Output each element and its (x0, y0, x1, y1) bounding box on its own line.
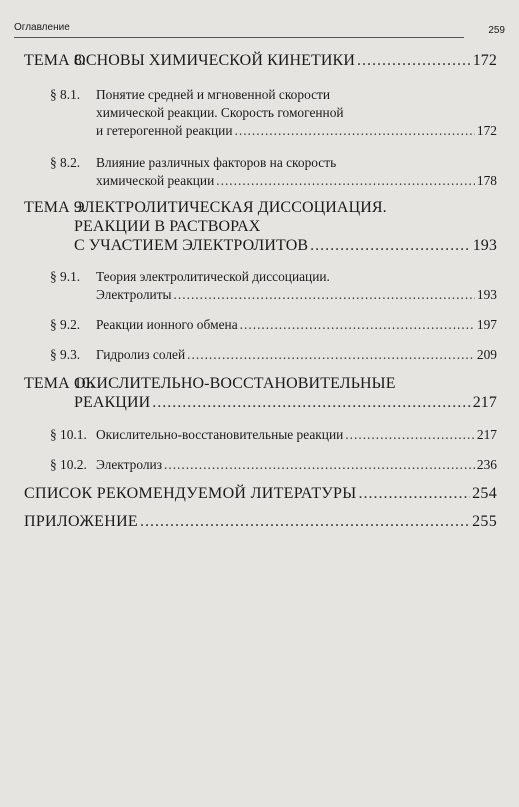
header-rule (14, 37, 464, 38)
toc-page-number: 172 (472, 52, 497, 69)
toc-line (24, 198, 497, 217)
toc-entry-title: химической реакции (96, 173, 215, 188)
toc-page-number: 193 (476, 287, 497, 302)
dot-leader (359, 484, 471, 503)
toc-line (50, 426, 497, 444)
toc-line (50, 154, 497, 172)
toc-entry-number: ТЕМА 8. (24, 52, 87, 69)
dot-leader (310, 236, 471, 255)
toc-line (50, 456, 497, 474)
toc-page-number: 209 (476, 347, 497, 362)
toc-page-number: 254 (472, 485, 497, 502)
toc-entry-back[interactable] (24, 484, 497, 503)
toc-entry-title: СПИСОК РЕКОМЕНДУЕМОЙ ЛИТЕРАТУРЫ (24, 485, 357, 502)
toc-entry-number: § 9.3. (50, 347, 81, 362)
toc-line (50, 286, 497, 304)
toc-line (24, 484, 497, 503)
dot-leader (174, 286, 475, 304)
dot-leader (216, 172, 475, 190)
toc-entry-title: ОСНОВЫ ХИМИЧЕСКОЙ КИНЕТИКИ (74, 52, 355, 69)
toc-line (24, 236, 497, 255)
running-head-title: Оглавление (14, 22, 70, 33)
toc-entry-back[interactable] (24, 512, 497, 531)
toc-entry-number: ТЕМА 10. (24, 375, 95, 392)
dot-leader (187, 346, 475, 364)
page-number: 259 (488, 25, 505, 36)
toc-line (24, 393, 497, 412)
toc-entry-section[interactable] (50, 154, 497, 190)
toc-line (50, 104, 497, 122)
toc-entry-title: Реакции ионного обмена (96, 317, 238, 332)
toc-page-number: 193 (472, 237, 497, 254)
toc-line (24, 51, 497, 70)
toc-entry-number: § 9.2. (50, 317, 81, 332)
toc-entry-section[interactable] (50, 426, 497, 444)
toc-entry-title: С УЧАСТИЕМ ЭЛЕКТРОЛИТОВ (74, 237, 309, 254)
toc-line (50, 316, 497, 334)
toc-page-number: 172 (476, 123, 497, 138)
toc-page-number: 236 (476, 457, 497, 472)
toc-entry-title: Окислительно-восстановительные реакции (96, 427, 344, 442)
toc-entry-number: § 8.1. (50, 87, 81, 102)
dot-leader (164, 456, 475, 474)
dot-leader (235, 122, 475, 140)
toc-line (50, 86, 497, 104)
toc-entry-section[interactable] (50, 346, 497, 364)
toc-line (50, 346, 497, 364)
dot-leader (345, 426, 475, 444)
dot-leader (357, 51, 471, 70)
toc-entry-title: Электролиты (96, 287, 172, 302)
toc-line (50, 268, 497, 286)
toc-entry-title: РЕАКЦИИ В РАСТВОРАХ (74, 218, 261, 235)
dot-leader (240, 316, 475, 334)
toc-entry-section[interactable] (50, 86, 497, 140)
toc-page-number: 217 (476, 427, 497, 442)
toc-line (24, 217, 497, 236)
toc-entry-title: РЕАКЦИИ (74, 394, 151, 411)
toc-page-number: 217 (472, 394, 497, 411)
toc-entry-title: и гетерогенной реакции (96, 123, 233, 138)
toc-entry-number: § 10.1. (50, 427, 87, 442)
toc-entry-section[interactable] (50, 316, 497, 334)
toc-entry-title: ОКИСЛИТЕЛЬНО-ВОССТАНОВИТЕЛЬНЫЕ (74, 375, 396, 392)
dot-leader (140, 512, 470, 531)
toc-page-number: 255 (472, 513, 497, 530)
toc-line (24, 374, 497, 393)
toc-entry-topic[interactable] (24, 198, 497, 255)
toc-entry-title: Понятие средней и мгновенной скорости (96, 87, 331, 102)
toc-entry-title: химической реакции. Скорость гомогенной (96, 105, 344, 120)
toc-page-number: 178 (476, 173, 497, 188)
dot-leader (152, 393, 470, 412)
toc-entry-number: § 9.1. (50, 269, 81, 284)
toc-line (50, 172, 497, 190)
toc-entry-title: ПРИЛОЖЕНИЕ (24, 513, 139, 530)
toc-entry-topic[interactable] (24, 51, 497, 70)
toc-entry-title: Влияние различных факторов на скорость (96, 155, 337, 170)
toc-entry-title: Гидролиз солей (96, 347, 186, 362)
toc-entry-number: § 8.2. (50, 155, 81, 170)
toc-line (50, 122, 497, 140)
toc-page-number: 197 (476, 317, 497, 332)
toc-line (24, 512, 497, 531)
toc-entry-title: ЭЛЕКТРОЛИТИЧЕСКАЯ ДИССОЦИАЦИЯ. (74, 199, 387, 216)
toc-entry-section[interactable] (50, 456, 497, 474)
toc-entry-number: ТЕМА 9. (24, 199, 87, 216)
toc-entry-title: Электролиз (96, 457, 162, 472)
toc-entry-topic[interactable] (24, 374, 497, 412)
toc-entry-section[interactable] (50, 268, 497, 304)
toc-entry-title: Теория электролитической диссоциации. (96, 269, 330, 284)
toc-entry-number: § 10.2. (50, 457, 87, 472)
